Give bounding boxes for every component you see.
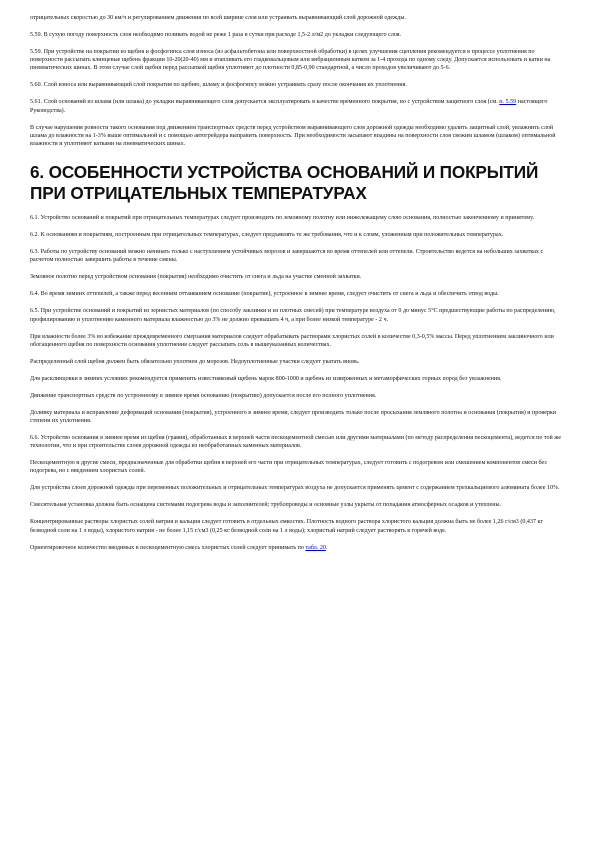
paragraph [30,358,567,366]
paragraph [30,409,567,425]
cross-reference-link[interactable]: табл. 20 [305,544,326,551]
paragraph-text: 5.61. Слой оснований из шлама (или шлака) до укладки выравнивающего слоя допускается эксплуатировать в качестве временного покрытия, но с устройством защитного слоя (см. [30,99,500,106]
paragraph-text: 6.4. Во время зимних оттепелей, а также перед весенним оттаиванием основание (покрытие), устроенное в зимнее время, следует очистить от снега и льда и обеспечить отвод воды. [30,291,499,298]
paragraph [30,14,567,22]
paragraph [30,375,567,383]
paragraph-text: Движение транспортных средств по устроенному в зимнее время основанию (покрытию) допускается после его полного уплотнения. [30,392,377,399]
paragraph [30,214,567,222]
paragraph-text-after-link: . [325,544,328,551]
paragraph-text: Земляное полотно перед устройством основания (покрытия) необходимо очистить от снега и льда на участке сменной захватки. [30,274,362,281]
paragraph-text: Для устройства слоев дорожной одежды при переменных положительных и отрицательных температурах воздуха не допускается применять цемент с содержанием трехкальциевого алюмината более 10%. [30,485,560,492]
paragraph [30,248,567,264]
paragraph [30,434,567,450]
paragraph-text: 6.2. К основаниям и покрытиям, построенным при отрицательных температурах, следует предъявлять те же требования, что и к слоям, уложенным при положительных температурах. [30,232,504,239]
paragraph-text: 6.1. Устройство оснований и покрытий при отрицательных температурах следует производить по земляному полотну или нижележащему слою основания, полностью законченному и принятому. [30,215,535,222]
paragraph [30,231,567,239]
paragraph [30,544,567,552]
paragraph-text: При влажности более 3% во избежание преждевременного смерзания материалов следует обрабатывать растворами хлористых солей в количестве 0,3-0,5% массы. Перед уплотнением заклиночного или обогащенного щебня по поверхности основания уплотнения следует рассыпать соль в вышеуказанных количествах. [30,333,554,348]
paragraph-text-after-link: настоящего Руководства). [30,99,548,114]
cross-reference-link[interactable]: п. 5.59 [499,99,517,106]
paragraph [30,48,567,73]
paragraph-text: 5.59. При устройстве на покрытии из щебня и фосфогипса слоя износа (из асфальтобетона или поверхностной обработки) в целях улучшения сцепления рекомендуется в процессе уплотнения по поверхности рассыпать клинцевые щебень фракции 10-20(20-40) мм и втапливать его гладковальцовым или вибрационным катком за 1-4 прохода по одному следу. Допускается использовать и катки на пневматических шинах. В этом случае слой щебня перед рассыпкой щебня уплотняют до плотности 0,85-0,90 стандартной, а число проходов увеличивают до 5-6. [30,49,551,72]
paragraph [30,392,567,400]
paragraph [30,501,567,509]
paragraph [30,124,567,149]
paragraph [30,81,567,89]
paragraph-text: 5.59. В сухую погоду поверхность слоя необходимо поливать водой не реже 1 раза в сутки при расходе 1,5-2 л/м2 до укладки следующего слоя. [30,32,402,38]
paragraph [30,98,567,114]
paragraph-text: Пескоцементную и другие смеси, предназначенные для обработки щебня в верхней его части при отрицательных температурах, следует готовить с подогревом или смешением компонентов смеси без подогрева, но с введением хлористых солей. [30,460,547,475]
paragraph-text: Доливку материала и исправление деформаций основания (покрытия), устроенного в зимнее время, следует производить только после просыхания земляного полотна и основания (покрытия) и проверки степени их уплотнения. [30,409,557,425]
paragraph [30,333,567,349]
paragraph [30,484,567,492]
paragraph-text: Ориентировочное количество вводимых в пескоцементную смесь хлористых солей следует принимать по [30,544,306,551]
paragraph-text: отрицательных скоростью до 30 км/ч и регулированием движения по всей ширине слоя или устраивать выравнивающий слой дорожной одежды. [30,15,406,21]
paragraph-text: Распределенный слой щебня должен быть обязательно уплотнен до морозов. Недоуплотненные участки следует укатать вновь. [30,358,360,365]
paragraph-text: 6.6. Устройство основания в зимнее время из щебня (гравия), обработанных в верхней части пескоцементной смесью или другими материалами (по методу распределения пескоцемента), ведется по той же технологии, что и при строительстве слоев дорожной одежды из необработанных каменных материалов. [30,435,562,450]
paragraph-text: Для расклинцовки в зимних условиях рекомендуется применять известняковый щебень марок 800-1000 и щебень из изверженных и метаморфических горных пород без увлажнения. [30,375,502,382]
paragraph [30,518,567,534]
paragraph-text: Концентрированные растворы хлористых солей натрия и кальция следует готовить в отдельных емкостях. Плотность водного раствора хлористого кальция должна быть не более 1,26 г/см3 (0,437 кг безводной соли на 1 л воды), хлористого натрия - не более 1,15 г/см3 (0,25 кг безводной соли на 1 л воды); хлористый натрий следует растворять в горячей воде. [30,519,543,534]
paragraph-text: 6.3. Работы по устройству оснований можно начинать только с наступлением устойчивых морозов и завершаются во время оттепелей или оттепели. Строительство ведется на небольших захватках с расчетом полностью завершить работы в течение смены. [30,249,544,264]
paragraph [30,307,567,323]
paragraph [30,459,567,475]
paragraph-text: В случае нарушения ровности такого основания под движением транспортных средств перед устройством выравнивающего слоя дорожной одежды необходимо удалить защитный слой, увлажнить слой шлама до влажности на 1-3% выше оптимальной и с помощью автогрейдера выправить поверхность. При необходимости засыпают впадины на поверхности слоя свежим шламом (шлаком) оптимальной влажности и уплотняют катками на пневматических шинах. [30,124,556,148]
paragraph [30,273,567,281]
paragraph [30,31,567,39]
paragraph-text: Смесительная установка должна быть оснащена системами подогрева воды и заполнителей; трубопроводы и основные узлы укрыты от попадания атмосферных осадков и утеплены. [30,502,502,509]
paragraph-text: 5.60. Слой износа или выравнивающий слой покрытия по щебню, шламу и фосфогипсу можно устраивать сразу после окончания их уплотнения. [30,82,407,89]
paragraph [30,290,567,298]
section-title: 6. ОСОБЕННОСТИ УСТРОЙСТВА ОСНОВАНИЙ И ПОКРЫТИЙ ПРИ ОТРИЦАТЕЛЬНЫХ ТЕМПЕРАТУРАХ [30,162,539,204]
paragraphs-before [30,14,567,148]
paragraph-text: 6.5. При устройстве оснований и покрытий из зернистых материалов (по способу заклинки и из плотных смесей) при температуре воздуха от 0 до минус 5°С предшествующие работы по распределению, профилированию и уплотнению каменного материала влажностью до 3% не должно превышать 4 ч, а при более низкой температуре - 2 ч. [30,308,556,323]
paragraphs-after [30,214,567,552]
